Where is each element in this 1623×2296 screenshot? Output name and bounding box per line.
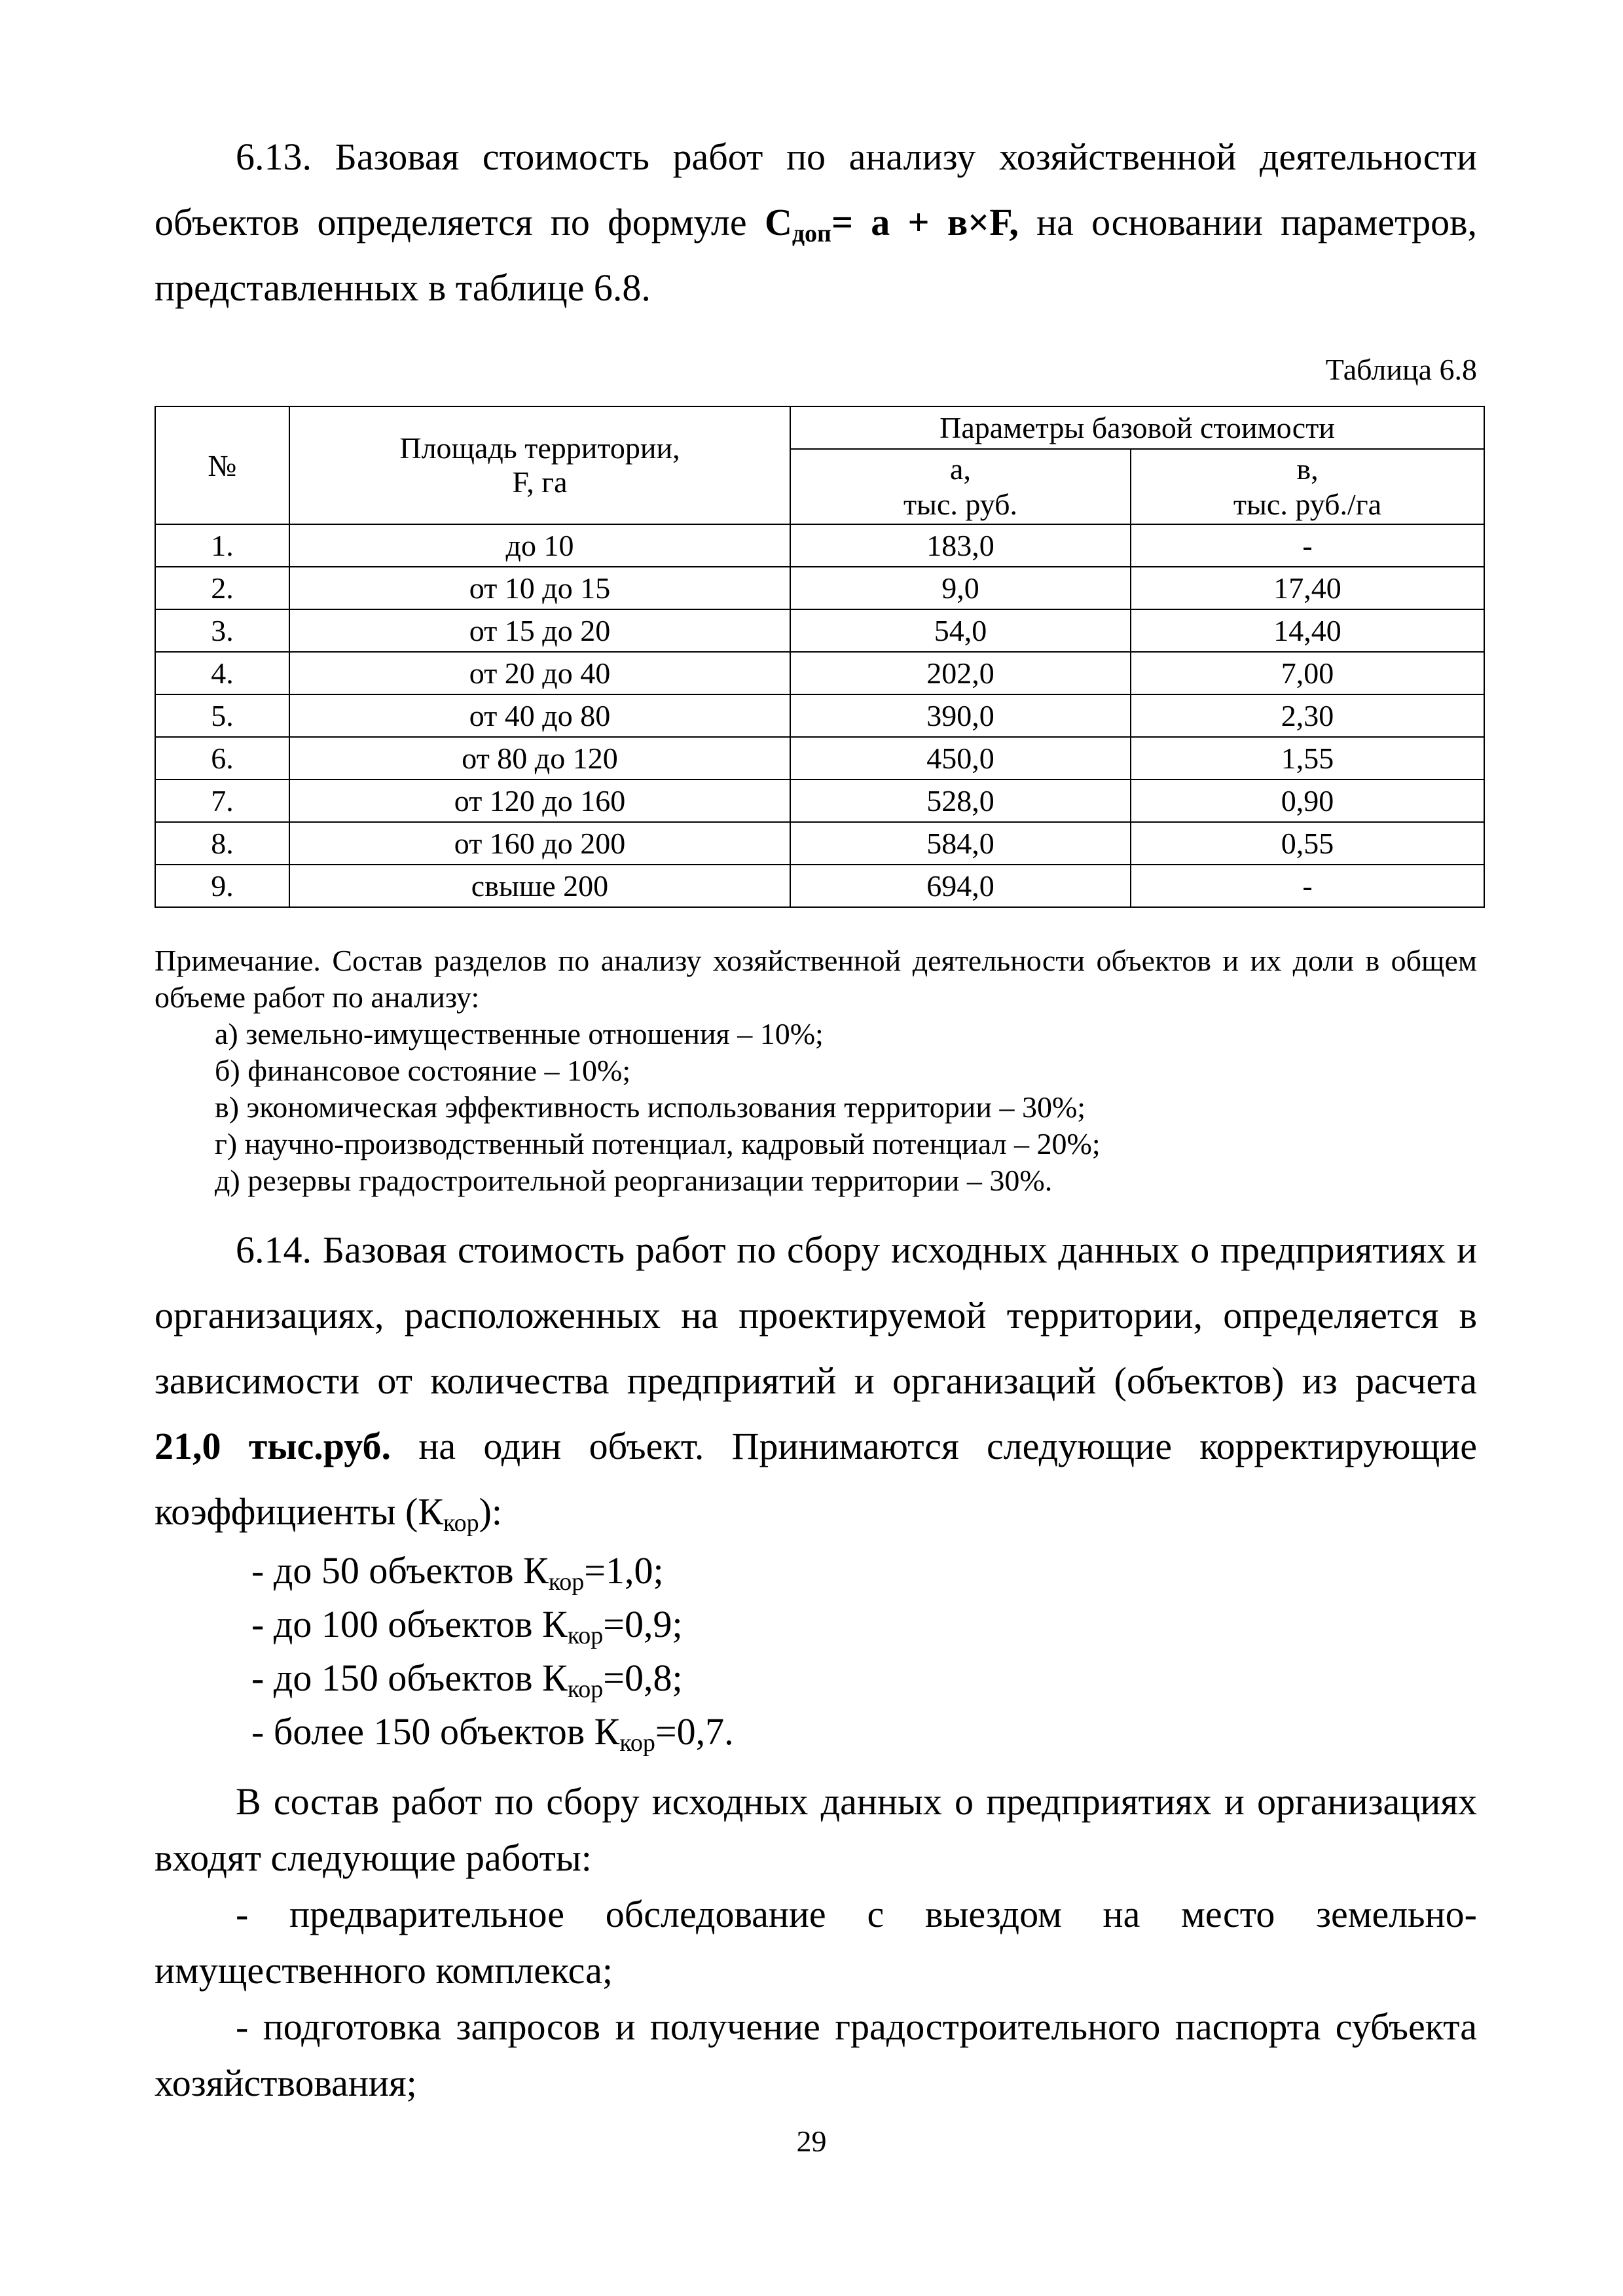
paragraph-6-14: 6.14. Базовая стоимость работ по сбору исходных данных о предприятиях и организациях, расположенных на проектируемой территории, определяется в зависимости от количества предприятий и организаций (объектов) из расчета 21,0 тыс.руб. на один объект. Принимаются следующие корректирующие коэффициенты $(К_{кор})$: [155, 1229, 1478, 1537]
works-item: - предварительное обследование с выездом на место земельно-имущественного комплекса; [155, 1893, 1477, 1992]
section-number: 6.14. [236, 1229, 312, 1271]
cost-table [155, 406, 1485, 908]
works-intro: В состав работ по сбору исходных данных о предприятиях и организациях входят следующие работы: [155, 1780, 1477, 1879]
coefficient-list [251, 1545, 734, 1759]
section-6-13 [155, 124, 1477, 321]
list-item: в) экономическая эффективность использования территории – 30%; [215, 1090, 1086, 1124]
list-item: - более 150 объектов $К_{кор}=0,7$. [251, 1710, 734, 1757]
table-row: 8. от 160 до 200 584,0 0,55 [155, 822, 1484, 865]
list-item: - до 150 объектов $К_{кор}=0,8$; [251, 1657, 683, 1703]
table-row: 5. от 40 до 80 390,0 2,30 [155, 694, 1484, 737]
table-note [155, 942, 1477, 1199]
table-row: 2. от 10 до 15 9,0 17,40 [155, 567, 1484, 609]
paragraph-text: на основании параметров, представленных в таблице 6.8. [155, 201, 1478, 309]
list-item: д) резервы градостроительной реорганизации территории – 30%. [215, 1164, 1053, 1197]
header-area: Площадь территории, F, га [289, 406, 790, 524]
table-row: 7. от 120 до 160 528,0 0,90 [155, 780, 1484, 822]
list-item: а) земельно-имущественные отношения – 10%; [215, 1017, 824, 1050]
table-row: 9. свыше 200 694,0 - [155, 865, 1484, 907]
list-item: б) финансовое состояние – 10%; [215, 1054, 631, 1087]
list-item: - до 50 объектов $К_{кор}=1,0$; [251, 1549, 664, 1596]
table-row: 4. от 20 до 40 202,0 7,00 [155, 652, 1484, 694]
price-value: 21,0 тыс.руб. [155, 1425, 392, 1467]
paragraph-text: Базовая стоимость работ по сбору исходных данных о предприятиях и организациях, расположенных на проектируемой территории, определяется в зависимости от количества предприятий и организаций (объектов) из расчета [155, 1229, 1477, 1402]
section-6-14 [155, 1217, 1477, 1545]
paragraph-6-13 [155, 124, 1477, 321]
paragraph-text: на один объект. Принимаются следующие корректирующие коэффициенты (К [155, 1425, 1478, 1533]
section-number: 6.13. [236, 135, 312, 178]
list-item: г) научно-производственный потенциал, кадровый потенциал – 20%; [215, 1127, 1101, 1160]
table-row: 6. от 80 до 120 450,0 1,55 [155, 737, 1484, 780]
header-num: № [155, 406, 289, 524]
works-section [155, 1774, 1477, 2111]
header-b: в, тыс. руб./га [1131, 449, 1484, 524]
works-item: - подготовка запросов и получение градостроительного паспорта субъекта хозяйствования; [155, 2005, 1477, 2104]
note-intro: Примечание. Состав разделов по анализу хозяйственной деятельности объектов и их доли в общем объеме работ по анализу: [155, 944, 1477, 1014]
table-row: 3. от 15 до 20 54,0 14,40 [155, 609, 1484, 652]
header-params: Параметры базовой стоимости [790, 406, 1484, 449]
page-number: 29 [796, 2125, 827, 2158]
formula: $С_{доп}= а + в\times F$, [764, 201, 1019, 247]
header-a: а, тыс. руб. [790, 449, 1131, 524]
note-items [155, 1016, 1477, 1199]
table-caption: Таблица 6.8 [1325, 353, 1477, 386]
list-item: - до 100 объектов $К_{кор}=0,9$; [251, 1603, 683, 1649]
table-row: 1. до 10 183,0 - [155, 524, 1484, 567]
paragraph-text: Базовая стоимость работ по анализу хозяйственной деятельности объектов определяется по формуле [155, 135, 1477, 243]
